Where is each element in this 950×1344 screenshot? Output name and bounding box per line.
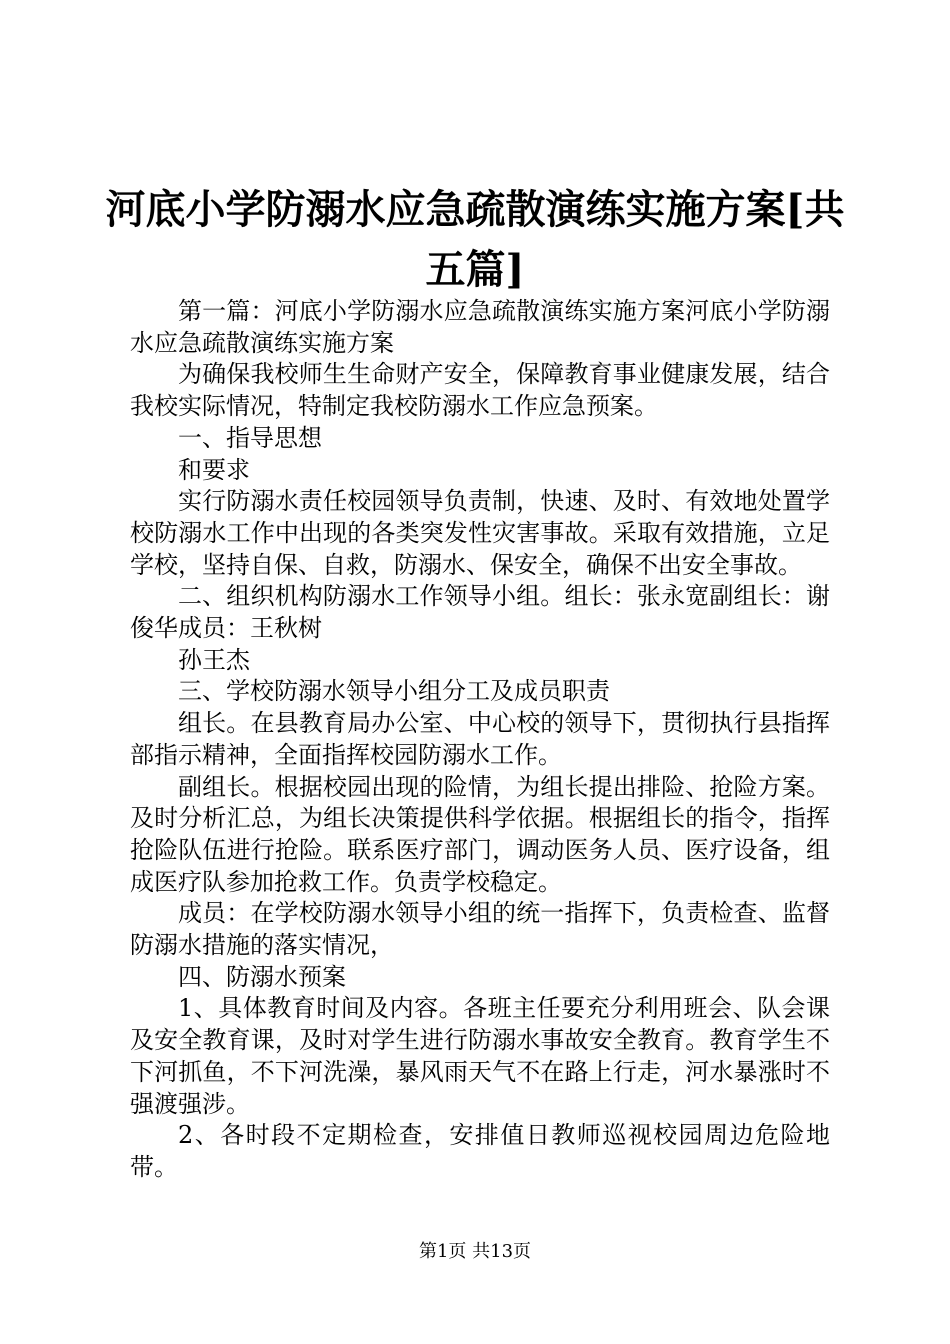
section-heading: 三、学校防溺水领导小组分工及成员职责	[178, 677, 610, 706]
paragraph: 1、具体教育时间及内容。各班主任要充分利用班会、队会课及安全教育课，及时对学生进行防溺水事故安全教育。教育学生不下河抓鱼，不下河洗澡，暴风雨天气不在路上行走，河水暴涨时不强渡强涉。	[130, 994, 830, 1118]
paragraph: 2、各时段不定期检查，安排值日教师巡视校园周边危险地带。	[130, 1121, 830, 1181]
document-body	[130, 296, 830, 1184]
paragraph: 第一篇：河底小学防溺水应急疏散演练实施方案河底小学防溺水应急疏散演练实施方案	[130, 297, 830, 357]
section-heading: 二、组织机构防溺水工作领导小组。组长：张永宽副组长：谢俊华成员：王秋树	[130, 582, 830, 643]
paragraph: 成员：在学校防溺水领导小组的统一指挥下，负责检查、监督防溺水措施的落实情况，	[130, 899, 830, 960]
paragraph: 副组长。根据校园出现的险情，为组长提出排险、抢险方案。及时分析汇总，为组长决策提供科学依据。根据组长的指令，指挥抢险队伍进行抢险。联系医疗部门，调动医务人员、医疗设备，组成医疗队参加抢救工作。负责学校稳定。	[130, 772, 830, 896]
section-heading: 一、指导思想	[178, 423, 322, 452]
page-footer: 第1页 共13页	[418, 1241, 532, 1262]
paragraph: 和要求	[178, 455, 250, 484]
paragraph: 孙王杰	[178, 645, 250, 674]
paragraph: 组长。在县教育局办公室、中心校的领导下，贯彻执行县指挥部指示精神，全面指挥校园防溺水工作。	[130, 709, 830, 769]
paragraph: 实行防溺水责任校园领导负责制，快速、及时、有效地处置学校防溺水工作中出现的各类突发性灾害事故。采取有效措施，立足学校，坚持自保、自救，防溺水、保安全，确保不出安全事故。	[130, 487, 830, 579]
paragraph: 为确保我校师生生命财产安全，保障教育事业健康发展，结合我校实际情况，特制定我校防溺水工作应急预案。	[130, 360, 830, 421]
section-heading: 四、防溺水预案	[178, 962, 346, 991]
document-title: 河底小学防溺水应急疏散演练实施方案[共五篇]	[105, 186, 845, 293]
